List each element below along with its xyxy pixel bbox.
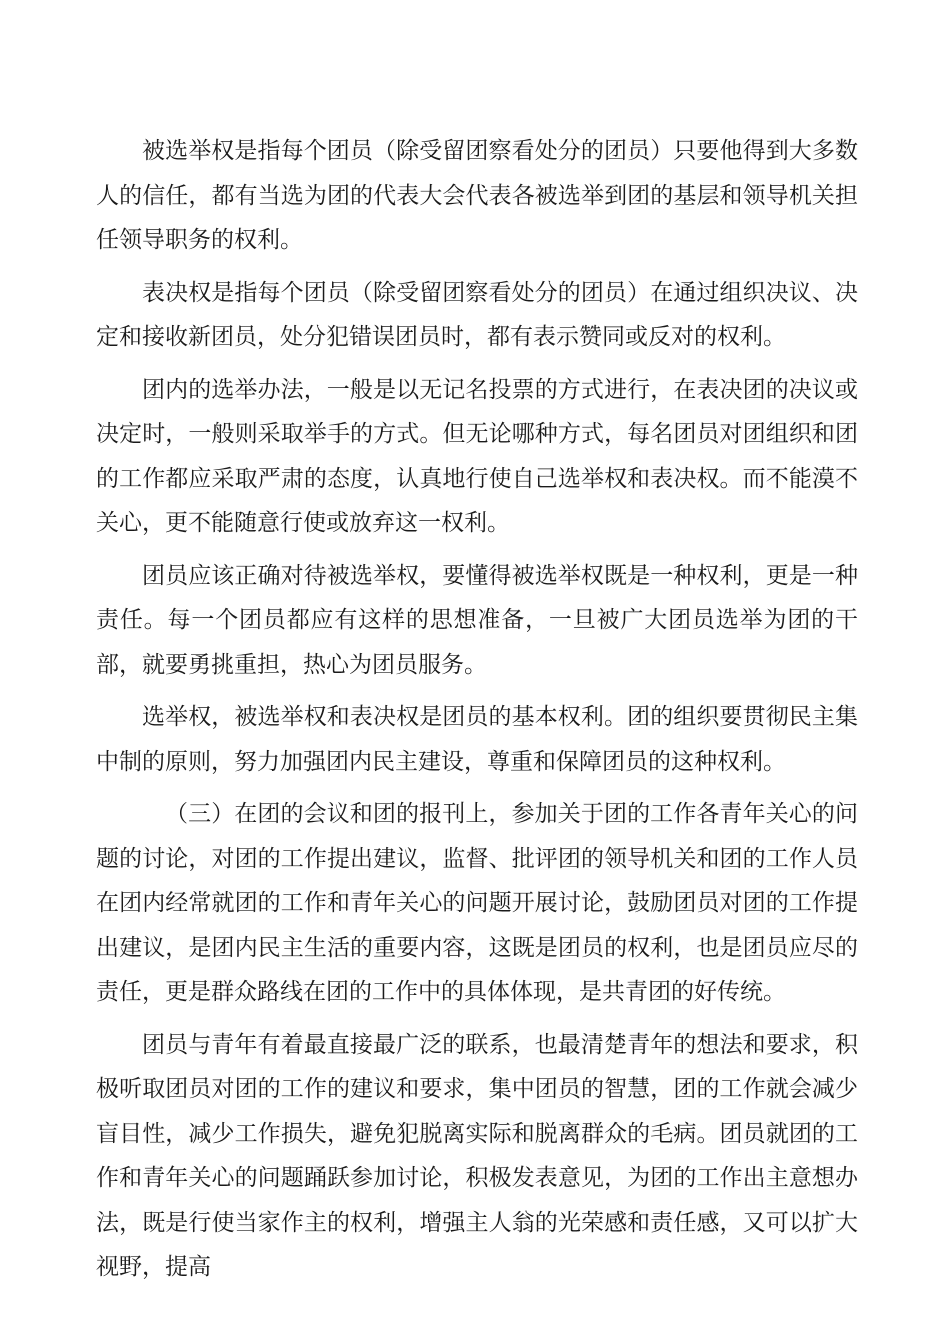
document-body [96,129,858,1298]
paragraph-right-to-vote: 表决权是指每个团员（除受留团察看处分的团员）在通过组织决议、决定和接收新团员，处分犯错误团员时，都有表示赞同或反对的权利。 [96,279,858,350]
paragraph-attitude-to-election: 团员应该正确对待被选举权，要懂得被选举权既是一种权利，更是一种责任。每一个团员都应有这样的思想准备，一旦被广大团员选举为团的干部，就要勇挑重担，热心为团员服务。 [96,562,858,678]
paragraph-members-and-youth: 团员与青年有着最直接最广泛的联系，也最清楚青年的想法和要求，积极听取团员对团的工作的建议和要求，集中团员的智慧，团的工作就会减少盲目性，减少工作损失，避免犯脱离实际和脱离群众的毛病。团员就团的工作和青年关心的问题踊跃参加讨论，积极发表意见，为团的工作出主意想办法，既是行使当家作主的权利，增强主人翁的光荣感和责任感，又可以扩大视野，提高 [96,1031,858,1280]
paragraph-right-to-be-elected: 被选举权是指每个团员（除受留团察看处分的团员）只要他得到大多数人的信任，都有当选为团的代表大会代表各被选举到团的基层和领导机关担任领导职务的权利。 [96,138,858,253]
paragraph-election-method: 团内的选举办法，一般是以无记名投票的方式进行，在表决团的决议或决定时，一般则采取举手的方式。但无论哪种方式，每名团员对团组织和团的工作都应采取严肃的态度，认真地行使自己选举权和表决权。而不能漠不关心，更不能随意行使或放弃这一权利。 [96,376,858,536]
paragraph-section-three: （三）在团的会议和团的报刊上，参加关于团的工作各青年关心的问题的讨论，对团的工作提出建议，监督、批评团的领导机关和团的工作人员在团内经常就团的工作和青年关心的问题开展讨论，鼓励团员对团的工作提出建议，是团内民主生活的重要内容，这既是团员的权利，也是团员应尽的责任，更是群众路线在团的工作中的具体体现，是共青团的好传统。 [96,801,858,1005]
paragraph-basic-rights: 选举权，被选举权和表决权是团员的基本权利。团的组织要贯彻民主集中制的原则，努力加强团内民主建设，尊重和保障团员的这种权利。 [96,704,858,775]
